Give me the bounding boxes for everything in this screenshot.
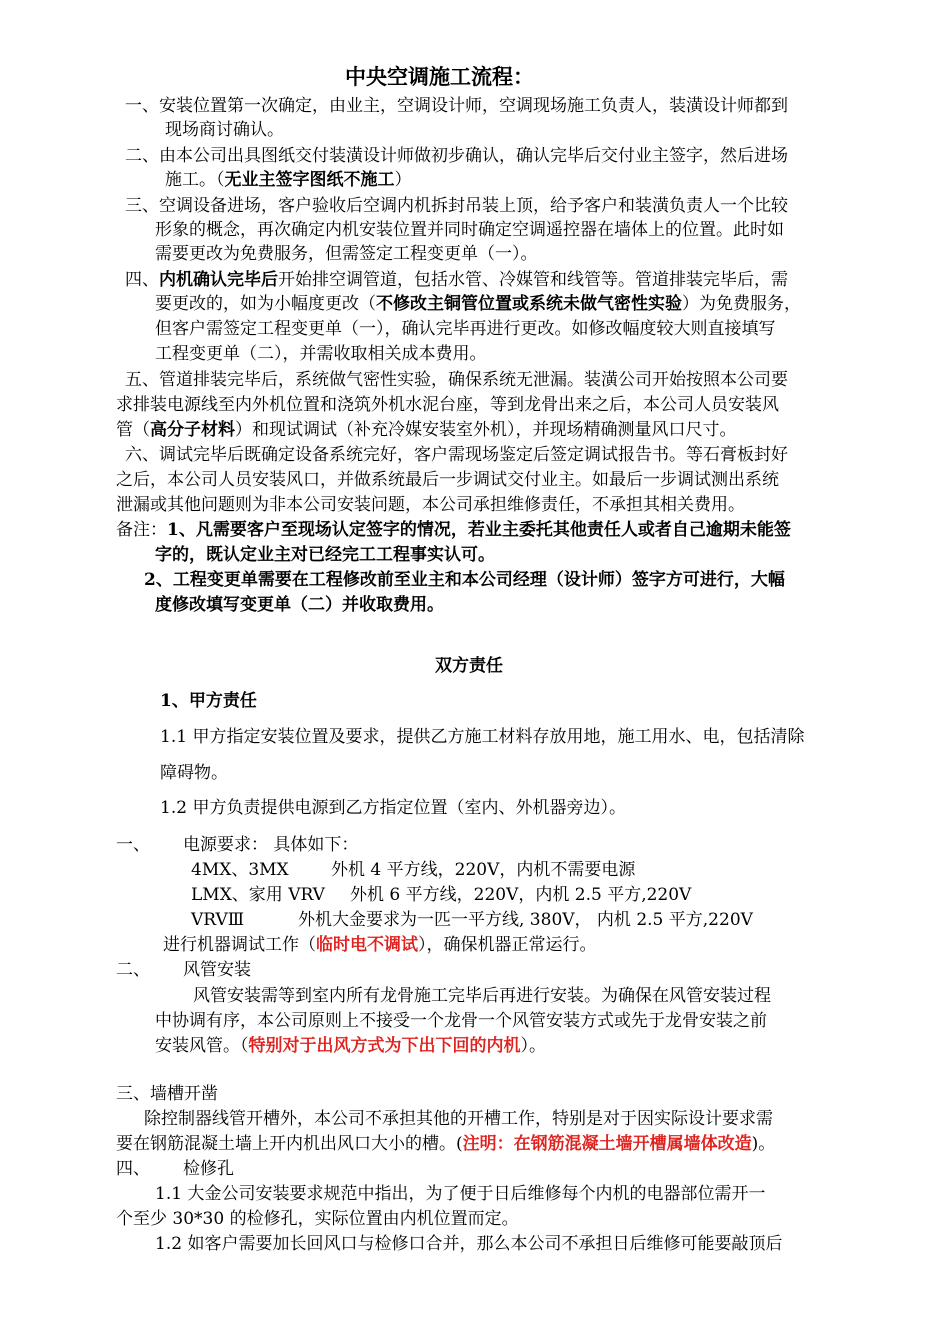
process-6-line-2: 之后，本公司人员安装风口，并做系统最后一步调试交付业主。如最后一步调试测出系统 (116, 470, 779, 490)
power-row-1-model: 4MX、3MX (191, 860, 289, 880)
duct-warning: 特别对于出风方式为下出下回的内机 (248, 1036, 521, 1056)
power-num: 一、 (116, 835, 150, 855)
duct-title: 风管安装 (183, 960, 251, 980)
party-a-item-1-line-2: 障碍物。 (160, 763, 228, 783)
note-2-line-1: 2、工程变更单需要在工程修改前至业主和本公司经理（设计师）签字方可进行，大幅 (144, 570, 785, 590)
hole-title: 检修孔 (183, 1159, 234, 1179)
hole-line-1: 1.1 大金公司安装要求规范中指出，为了便于日后维修每个内机的电器部位需开一 (155, 1184, 766, 1204)
slot-warning: 注明：在钢筋混凝土墙开槽属墙体改造 (462, 1134, 752, 1154)
note-1-line-1: 备注：1、凡需要客户至现场认定签字的情况，若业主委托其他责任人或者自己逾期未能签 (116, 520, 791, 540)
page-title: 中央空调施工流程： (345, 64, 534, 89)
hole-line-2: 个至少 30*30 的检修孔，实际位置由内机位置而定。 (116, 1209, 519, 1229)
party-a-heading: 1、甲方责任 (160, 691, 257, 711)
duct-num: 二、 (116, 960, 150, 980)
hole-num: 四、 (116, 1159, 150, 1179)
power-row-3-model: VRVⅢ (191, 910, 245, 930)
process-3-line-1: 三、空调设备进场，客户验收后空调内机拆封吊装上顶，给予客户和装潢负责人一个比较 (125, 196, 788, 216)
party-a-item-1-line-1: 1.1 甲方指定安装位置及要求，提供乙方施工材料存放用地，施工用水、电，包括清除 (160, 727, 805, 747)
process-4-line-4: 工程变更单（二），并需收取相关成本费用。 (155, 344, 487, 364)
process-4-line-1: 四、内机确认完毕后开始排空调管道，包括水管、冷媒管和线管等。管道排装完毕后，需 (125, 270, 788, 290)
party-a-item-2: 1.2 甲方负责提供电源到乙方指定位置（室内、外机器旁边）。 (160, 798, 626, 818)
power-row-2-model: LMX、家用 VRV (191, 885, 325, 905)
slot-line-2: 要在钢筋混凝土墙上开内机出风口大小的槽。(注明：在钢筋混凝土墙开槽属墙体改造)。 (116, 1134, 776, 1154)
power-debug-line: 进行机器调试工作（临时电不调试），确保机器正常运行。 (163, 935, 597, 955)
process-3-line-2: 形象的概念，再次确定内机安装位置并同时确定空调遥控器在墙体上的位置。此时如 (155, 220, 784, 240)
responsibility-heading: 双方责任 (435, 656, 503, 676)
power-debug-warning: 临时电不调试 (316, 935, 418, 955)
process-2-line-1: 二、由本公司出具图纸交付装潢设计师做初步确认，确认完毕后交付业主签字，然后进场 (125, 146, 788, 166)
process-5-line-1: 五、管道排装完毕后，系统做气密性实验，确保系统无泄漏。装潢公司开始按照本公司要 (125, 370, 788, 390)
slot-title: 三、墙槽开凿 (116, 1084, 218, 1104)
duct-line-3: 安装风管。（特别对于出风方式为下出下回的内机）。 (155, 1036, 546, 1056)
process-3-line-3: 需要更改为免费服务，但需签定工程变更单（一）。 (155, 244, 538, 264)
process-5-line-3: 管（高分子材料）和现试调试（补充冷媒安装室外机），并现场精确测量风口尺寸。 (116, 420, 737, 440)
power-row-2-spec: 外机 6 平方线，220V，内机 2.5 平方,220V (350, 885, 692, 905)
power-row-3-spec: 外机大金要求为一匹一平方线, 380V， 内机 2.5 平方,220V (298, 910, 753, 930)
duct-line-2: 中协调有序，本公司原则上不接受一个龙骨一个风管安装方式或先于龙骨安装之前 (155, 1011, 767, 1031)
slot-line-1: 除控制器线管开槽外，本公司不承担其他的开槽工作，特别是对于因实际设计要求需 (144, 1109, 773, 1129)
power-title: 电源要求： 具体如下： (183, 835, 359, 855)
power-row-1-spec: 外机 4 平方线，220V，内机不需要电源 (331, 860, 636, 880)
process-6-line-3: 泄漏或其他问题则为非本公司安装问题，本公司承担维修责任，不承担其相关费用。 (116, 495, 745, 515)
process-6-line-1: 六、调试完毕后既确定设备系统完好，客户需现场鉴定后签定调试报告书。等石膏板封好 (125, 445, 788, 465)
process-5-line-2: 求排装电源线至内外机位置和浇筑外机水泥台座，等到龙骨出来之后，本公司人员安装风 (116, 395, 779, 415)
process-1-line-2: 现场商讨确认。 (165, 120, 284, 140)
hole-line-3: 1.2 如客户需要加长回风口与检修口合并，那么本公司不承担日后维修可能要敲顶后 (155, 1234, 783, 1254)
process-2-line-2: 施工。（无业主签字图纸不施工） (165, 170, 412, 190)
note-2-line-2: 度修改填写变更单（二）并收取费用。 (155, 595, 444, 615)
duct-line-1: 风管安装需等到室内所有龙骨施工完毕后再进行安装。为确保在风管安装过程 (193, 986, 771, 1006)
process-4-line-3: 但客户需签定工程变更单（一），确认完毕再进行更改。如修改幅度较大则直接填写 (155, 319, 776, 339)
process-4-line-2: 要更改的，如为小幅度更改（不修改主铜管位置或系统未做气密性实验）为免费服务， (155, 294, 801, 314)
note-1-line-2: 字的，既认定业主对已经完工工程事实认可。 (155, 545, 495, 565)
process-1-line-1: 一、安装位置第一次确定，由业主，空调设计师，空调现场施工负责人，装潢设计师都到 (125, 96, 788, 116)
